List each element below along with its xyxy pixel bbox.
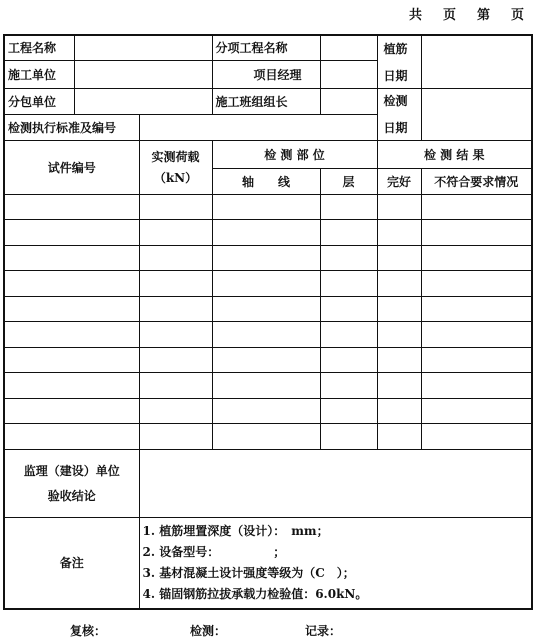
table-row bbox=[4, 347, 532, 373]
nth-label: 第 bbox=[476, 8, 491, 23]
intact-header: 完好 bbox=[377, 168, 421, 194]
table-row bbox=[4, 398, 532, 424]
axis-cell[interactable] bbox=[212, 347, 320, 373]
intact-cell[interactable] bbox=[377, 398, 421, 424]
load-cell[interactable] bbox=[139, 322, 212, 348]
conclusion-label: 监理（建设）单位 验收结论 bbox=[4, 449, 139, 517]
axis-cell[interactable] bbox=[212, 373, 320, 399]
review-label: 复核： bbox=[70, 624, 107, 638]
test-date-field[interactable] bbox=[421, 88, 532, 140]
nonconform-cell[interactable] bbox=[421, 296, 532, 322]
sub-project-name-field[interactable] bbox=[320, 35, 377, 60]
table-row bbox=[4, 194, 532, 220]
project-manager-label: 项目经理 bbox=[212, 60, 320, 88]
remark-item: 2. 设备型号： ； bbox=[142, 544, 286, 559]
floor-cell[interactable] bbox=[320, 271, 377, 297]
specimen-no-cell[interactable] bbox=[4, 322, 139, 348]
project-name-field[interactable] bbox=[74, 35, 212, 60]
load-cell[interactable] bbox=[139, 245, 212, 271]
record-label: 记录： bbox=[305, 624, 342, 638]
floor-cell[interactable] bbox=[320, 220, 377, 246]
specimen-no-cell[interactable] bbox=[4, 271, 139, 297]
intact-cell[interactable] bbox=[377, 194, 421, 220]
nonconform-cell[interactable] bbox=[421, 194, 532, 220]
inspection-form bbox=[3, 34, 533, 610]
subcontractor-field[interactable] bbox=[74, 88, 212, 114]
axis-cell[interactable] bbox=[212, 322, 320, 348]
conclusion-field[interactable] bbox=[139, 449, 532, 517]
specimen-no-cell[interactable] bbox=[4, 398, 139, 424]
standard-field[interactable] bbox=[139, 114, 377, 140]
nonconform-cell[interactable] bbox=[421, 424, 532, 450]
floor-header: 层 bbox=[320, 168, 377, 194]
table-row bbox=[4, 424, 532, 450]
table-row bbox=[4, 271, 532, 297]
planting-date-label: 植筋 日期 bbox=[377, 35, 421, 88]
floor-cell[interactable] bbox=[320, 424, 377, 450]
load-cell[interactable] bbox=[139, 347, 212, 373]
nonconform-header: 不符合要求情况 bbox=[421, 168, 532, 194]
intact-cell[interactable] bbox=[377, 347, 421, 373]
load-cell[interactable] bbox=[139, 424, 212, 450]
load-cell[interactable] bbox=[139, 271, 212, 297]
nonconform-cell[interactable] bbox=[421, 220, 532, 246]
floor-cell[interactable] bbox=[320, 373, 377, 399]
floor-cell[interactable] bbox=[320, 245, 377, 271]
axis-cell[interactable] bbox=[212, 398, 320, 424]
floor-cell[interactable] bbox=[320, 296, 377, 322]
planting-date-field[interactable] bbox=[421, 35, 532, 88]
table-row bbox=[4, 373, 532, 399]
result-header: 检 测 结 果 bbox=[377, 140, 532, 168]
page-label: 页 bbox=[442, 8, 457, 23]
page-label-2: 页 bbox=[510, 8, 525, 23]
nonconform-cell[interactable] bbox=[421, 322, 532, 348]
table-row bbox=[4, 245, 532, 271]
page-counter bbox=[389, 4, 525, 23]
specimen-no-cell[interactable] bbox=[4, 194, 139, 220]
floor-cell[interactable] bbox=[320, 347, 377, 373]
data-rows bbox=[4, 194, 532, 449]
intact-cell[interactable] bbox=[377, 322, 421, 348]
axis-cell[interactable] bbox=[212, 194, 320, 220]
nonconform-cell[interactable] bbox=[421, 245, 532, 271]
load-header: 实测荷载 （kN） bbox=[139, 140, 212, 194]
remark-item: 1. 植筋埋置深度（设计）： mm； bbox=[142, 523, 329, 538]
specimen-no-header: 试件编号 bbox=[4, 140, 139, 194]
specimen-no-cell[interactable] bbox=[4, 245, 139, 271]
axis-cell[interactable] bbox=[212, 220, 320, 246]
floor-cell[interactable] bbox=[320, 322, 377, 348]
intact-cell[interactable] bbox=[377, 296, 421, 322]
specimen-no-cell[interactable] bbox=[4, 373, 139, 399]
table-row bbox=[4, 296, 532, 322]
table-row bbox=[4, 322, 532, 348]
project-manager-field[interactable] bbox=[320, 60, 377, 88]
axis-cell[interactable] bbox=[212, 424, 320, 450]
project-name-label: 工程名称 bbox=[4, 35, 74, 60]
specimen-no-cell[interactable] bbox=[4, 347, 139, 373]
sub-project-name-label: 分项工程名称 bbox=[212, 35, 320, 60]
test-date-label: 检测 日期 bbox=[377, 88, 421, 140]
specimen-no-cell[interactable] bbox=[4, 424, 139, 450]
team-leader-field[interactable] bbox=[320, 88, 377, 114]
load-cell[interactable] bbox=[139, 194, 212, 220]
specimen-no-cell[interactable] bbox=[4, 220, 139, 246]
nonconform-cell[interactable] bbox=[421, 398, 532, 424]
load-cell[interactable] bbox=[139, 296, 212, 322]
subcontractor-label: 分包单位 bbox=[4, 88, 74, 114]
total-pages-label: 共 bbox=[408, 8, 423, 23]
remarks-label: 备注 bbox=[4, 517, 139, 609]
test-label: 检测： bbox=[190, 624, 227, 638]
axis-cell[interactable] bbox=[212, 245, 320, 271]
remark-item: 3. 基材混凝土设计强度等级为（C ）； bbox=[142, 565, 355, 580]
team-leader-label: 施工班组组长 bbox=[212, 88, 320, 114]
axis-header: 轴 线 bbox=[212, 168, 320, 194]
intact-cell[interactable] bbox=[377, 424, 421, 450]
construction-unit-field[interactable] bbox=[74, 60, 212, 88]
load-cell[interactable] bbox=[139, 398, 212, 424]
intact-cell[interactable] bbox=[377, 245, 421, 271]
table-row bbox=[4, 220, 532, 246]
load-cell[interactable] bbox=[139, 373, 212, 399]
axis-cell[interactable] bbox=[212, 296, 320, 322]
intact-cell[interactable] bbox=[377, 373, 421, 399]
location-header: 检 测 部 位 bbox=[212, 140, 377, 168]
standard-label: 检测执行标准及编号 bbox=[4, 114, 139, 140]
specimen-no-cell[interactable] bbox=[4, 296, 139, 322]
nonconform-cell[interactable] bbox=[421, 347, 532, 373]
floor-cell[interactable] bbox=[320, 398, 377, 424]
remarks-list bbox=[139, 517, 532, 609]
nonconform-cell[interactable] bbox=[421, 271, 532, 297]
axis-cell[interactable] bbox=[212, 271, 320, 297]
remark-item: 4. 锚固钢筋拉拔承载力检验值：6.0kN。 bbox=[142, 586, 368, 601]
floor-cell[interactable] bbox=[320, 194, 377, 220]
load-cell[interactable] bbox=[139, 220, 212, 246]
intact-cell[interactable] bbox=[377, 220, 421, 246]
intact-cell[interactable] bbox=[377, 271, 421, 297]
construction-unit-label: 施工单位 bbox=[4, 60, 74, 88]
nonconform-cell[interactable] bbox=[421, 373, 532, 399]
